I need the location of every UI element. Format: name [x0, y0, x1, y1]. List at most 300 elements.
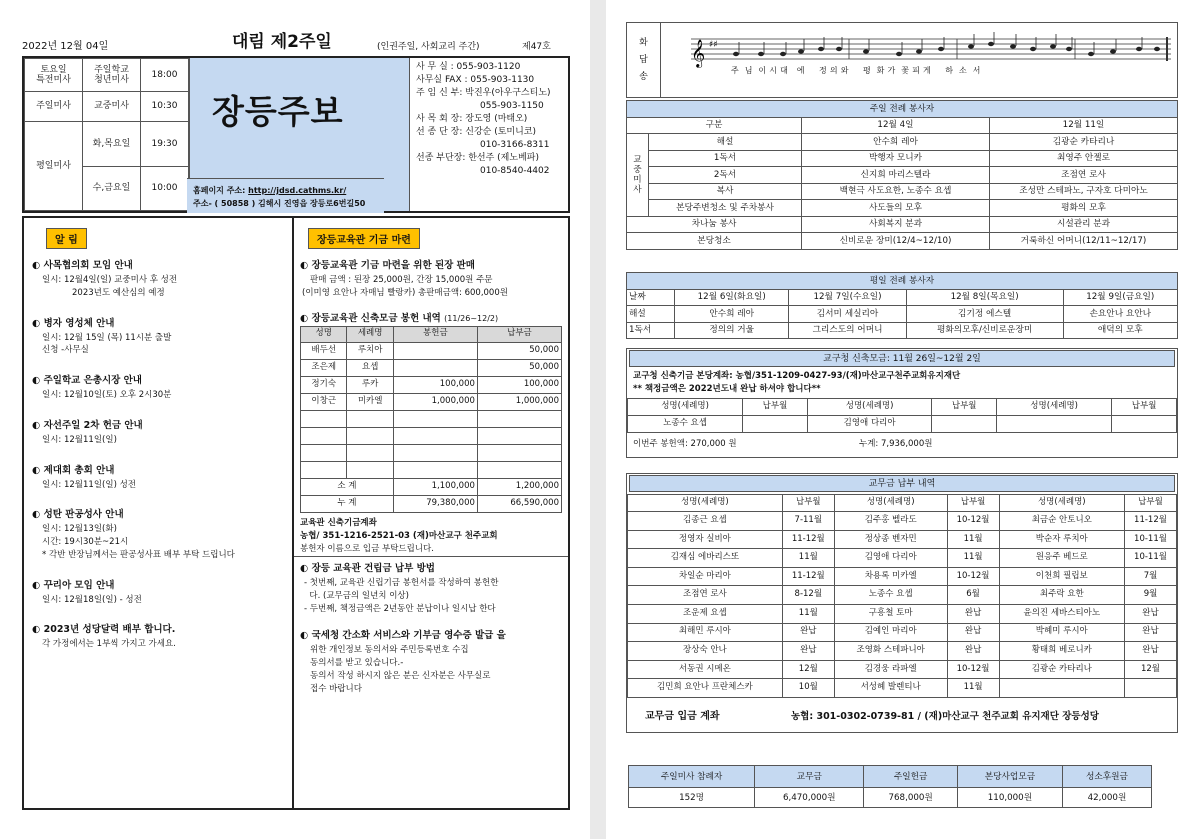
website-box	[187, 178, 384, 213]
donation-cell	[301, 427, 347, 444]
dues-cell: 10월	[782, 679, 834, 698]
donation-row	[301, 342, 562, 359]
dues-cell: 장상숙 안나	[628, 642, 783, 661]
dues-cell: 11월	[947, 549, 999, 568]
dues-cell: 원응주 베드로	[999, 549, 1124, 568]
total-offered: 79,380,000	[393, 495, 477, 512]
dues-cell: 9월	[1125, 586, 1177, 605]
dues-cell	[999, 679, 1124, 698]
donation-cell	[477, 427, 561, 444]
diocese-account: 교구청 신축기금 본당계좌: 농협/351-1209-0427-93/(재)마산교구천주교회유지재단	[633, 371, 961, 381]
subtotal-paid: 1,200,000	[477, 478, 561, 495]
weekday-header: 12월 8일(목요일)	[906, 289, 1063, 306]
dues-cell	[1125, 679, 1177, 698]
mass-cell: 10:00	[141, 167, 189, 211]
dues-cell: 11월	[947, 679, 999, 698]
mass-cell: 10:30	[141, 92, 189, 122]
diocese-header: 납부월	[743, 399, 808, 416]
donation-cell: 루카	[347, 376, 393, 393]
notice-title: ◐ 주일학교 은총시장 안내	[32, 375, 142, 386]
dues-cell: 김예인 마리아	[834, 623, 947, 642]
dues-cell: 차용록 미카엘	[834, 567, 947, 586]
mass-cell: 교중미사	[83, 92, 141, 122]
notice-item	[32, 417, 284, 447]
summary-value: 110,000원	[957, 788, 1062, 808]
bulletin-page-back	[606, 0, 1200, 839]
diocese-cumulative: 누계: 7,936,000원	[859, 439, 933, 450]
dues-row	[628, 623, 1177, 642]
dues-cell: 박순자 루치아	[999, 530, 1124, 549]
notice-line: * 각반 반장님께서는 판공성사표 배부 부탁 드립니다	[42, 549, 235, 560]
method-line: 다. (교무금의 일년치 이상)	[304, 590, 409, 601]
donation-row	[301, 461, 562, 478]
sunday-row	[627, 183, 1178, 200]
donation-cell	[393, 444, 477, 461]
bulletin-body	[22, 216, 570, 810]
notice-line: 시간: 19시30분~21시	[42, 537, 129, 547]
contact-line: 사 무 실 : 055-903-1120	[416, 62, 521, 72]
weekday-cell: 손요안나 요안나	[1063, 306, 1177, 323]
account-note: 봉헌자 이름으로 입금 부탁드립니다.	[294, 543, 568, 557]
sunday-cell: 신지희 마리스텔라	[802, 167, 990, 184]
weekday-cell: 1독서	[627, 322, 675, 339]
account-title: 교육관 신축기금계좌	[300, 517, 377, 528]
dues-cell: 11월	[782, 604, 834, 623]
total-paid: 66,590,000	[477, 495, 561, 512]
issue-number: 제47호	[522, 42, 551, 52]
dues-cell: 완납	[782, 642, 834, 661]
dues-cell: 조영화 스테파니아	[834, 642, 947, 661]
donation-cell	[347, 461, 393, 478]
contact-info	[409, 58, 568, 211]
dues-cell: 황태희 베로니카	[999, 642, 1124, 661]
notice-line: 신청 -사무실	[42, 345, 89, 356]
mass-schedule-table	[24, 58, 189, 211]
dues-cell: 7월	[1125, 567, 1177, 586]
donation-cell: 100,000	[477, 376, 561, 393]
dues-cell: 구흥철 토마	[834, 604, 947, 623]
notice-line: 일시: 12월4일(일) 교중미사 후 성전	[42, 275, 178, 285]
dues-cell: 박혜미 루시아	[999, 623, 1124, 642]
dues-cell: 이천희 필립보	[999, 567, 1124, 586]
dues-cell: 11월	[782, 549, 834, 568]
notice-line: 일시: 12월11일(일) 성전	[42, 479, 137, 490]
sunday-role: 차나눔 봉사	[627, 216, 802, 233]
summary-header: 주일미사 참례자	[629, 766, 755, 788]
donation-cell	[477, 461, 561, 478]
sunday-row	[627, 150, 1178, 167]
dues-cell: 10-12월	[947, 660, 999, 679]
subtotal-label: 소 계	[301, 478, 394, 495]
donation-cell: 1,000,000	[393, 393, 477, 410]
dues-cell: 11-12월	[1125, 512, 1177, 531]
dues-row	[628, 549, 1177, 568]
parish-address: 주소- ( 50858 ) 김해시 진영읍 장등로6번길50	[193, 198, 366, 208]
sunday-cell: 사도들의 모후	[802, 200, 990, 217]
svg-text:𝄞: 𝄞	[691, 39, 706, 67]
sunday-role: 2독서	[649, 167, 802, 184]
dues-header: 납부월	[782, 495, 834, 512]
dues-cell: 김종근 요셉	[628, 512, 783, 531]
sunday-cell: 시설관리 분과	[990, 216, 1178, 233]
sunday-cell: 백현극 사도요한, 노종수 요셉	[802, 183, 990, 200]
dues-cell: 11월	[947, 530, 999, 549]
sunday-cell: 사회복지 분과	[802, 216, 990, 233]
summary-value: 42,000원	[1062, 788, 1151, 808]
contact-line: 010-8540-4402	[480, 166, 550, 177]
dues-cell: 완납	[1125, 623, 1177, 642]
sunday-cell: 평화의 모후	[990, 200, 1178, 217]
diocese-cell	[743, 416, 808, 433]
weekday-row	[627, 322, 1178, 339]
tax-title: ◐ 국세청 간소화 서비스와 기부금 영수증 발급 을	[300, 630, 506, 642]
sunday-cell: 안수희 레아	[802, 134, 990, 151]
dues-account-label: 교무금 입금 계좌	[645, 711, 720, 723]
donation-cell	[393, 359, 477, 376]
bulletin-logo: 장등주보	[212, 92, 344, 131]
diocese-note: ** 책정금액은 2022년도내 완납 하셔야 합니다**	[633, 384, 821, 395]
notice-item	[32, 372, 284, 402]
dues-cell: 조점연 로사	[628, 586, 783, 605]
diocese-cell: 노종수 요셉	[628, 416, 743, 433]
account-number: 농협/ 351-1216-2521-03 (재)마산교구 천주교회	[300, 530, 498, 541]
notice-title: ◐ 꾸리아 모임 안내	[32, 579, 115, 591]
sunday-row	[627, 216, 1178, 233]
sunday-cell: 박행자 모니카	[802, 150, 990, 167]
dues-table	[627, 494, 1177, 698]
diocese-title: 교구청 신축모금: 11월 26일~12월 2일	[629, 350, 1175, 367]
dues-cell: 11-12월	[782, 530, 834, 549]
mass-cell: 토요일 특전미사	[25, 59, 83, 92]
dues-row	[628, 567, 1177, 586]
mass-cell: 수,금요일	[83, 167, 141, 211]
fund-tag: 장등교육관 기금 마련	[308, 228, 420, 249]
notice-item	[32, 506, 284, 561]
dues-title: 교무금 납부 내역	[629, 475, 1175, 492]
contact-line: 055-903-1150	[480, 101, 544, 112]
sunday-row	[627, 200, 1178, 217]
donation-cell: 100,000	[393, 376, 477, 393]
sunday-role: 해설	[649, 134, 802, 151]
donation-cell	[347, 410, 393, 427]
donation-row	[301, 376, 562, 393]
weekday-cell: 정의의 거울	[675, 322, 789, 339]
summary-value: 152명	[629, 788, 755, 808]
donation-row	[301, 427, 562, 444]
sunday-side-label: 교 중 미 사	[627, 134, 649, 217]
donation-cell: 이창근	[301, 393, 347, 410]
summary-header: 주일헌금	[864, 766, 958, 788]
donation-table	[300, 326, 562, 513]
dues-cell: 김주홍 벨라도	[834, 512, 947, 531]
donation-cell: 정기숙	[301, 376, 347, 393]
dues-header: 납부월	[1125, 495, 1177, 512]
contact-line: 010-3166-8311	[480, 140, 550, 151]
website-link[interactable]: http://jdsd.cathms.kr/	[248, 186, 347, 195]
donation-cell	[301, 410, 347, 427]
donation-cell: 1,000,000	[477, 393, 561, 410]
tax-line: 동의서 작성 하시지 않은 분은 신자분은 사무실로	[310, 670, 491, 681]
weekday-header: 12월 9일(금요일)	[1063, 289, 1177, 306]
diocese-header: 납부월	[1112, 399, 1177, 416]
diocese-header: 성명(세례명)	[807, 399, 931, 416]
staff-notes-graphic	[661, 27, 1177, 87]
sunday-service-title: 주일 전례 봉사자	[627, 101, 1178, 118]
dues-cell: 최금순 안토니오	[999, 512, 1124, 531]
dues-cell: 완납	[782, 623, 834, 642]
dues-cell: 10-12월	[947, 567, 999, 586]
weekday-cell: 그리스도의 어머니	[789, 322, 906, 339]
notice-line: 일시: 12월11일(일)	[42, 434, 117, 445]
weekday-cell: 해설	[627, 306, 675, 323]
dues-section	[626, 473, 1178, 733]
sunday-role: 본당청소	[627, 233, 802, 250]
notice-title: ◐ 사목협의회 모임 안내	[32, 260, 133, 271]
sunday-service-table	[626, 100, 1178, 250]
donation-cell	[477, 410, 561, 427]
notice-line: 일시: 12월18일(일) - 성전	[42, 594, 142, 605]
fund-column	[294, 218, 568, 808]
donation-cell: 배두선	[301, 342, 347, 359]
diocese-cell	[1112, 416, 1177, 433]
sunday-header: 구분	[627, 117, 802, 134]
mass-cell: 화,목요일	[83, 122, 141, 167]
dues-header: 성명(세례명)	[628, 495, 783, 512]
contact-line: 선종 부단장: 한선주 (제노베파)	[416, 153, 539, 164]
notice-item	[32, 257, 284, 300]
notice-line: 일시: 12월13일(화)	[42, 524, 117, 535]
donation-row	[301, 359, 562, 376]
weekday-service-title: 평일 전례 봉사자	[627, 273, 1178, 290]
donation-cell	[393, 342, 477, 359]
notice-line: 일시: 12월 15일 (목) 11시분 출발	[42, 332, 172, 343]
dues-cell: 김민희 요안나 프란체스카	[628, 679, 783, 698]
svg-text:♯♯: ♯♯	[709, 40, 718, 50]
sale-line: (이미영 요안나 자매님 빨랑카) 총판매금액: 600,000원	[302, 287, 508, 298]
sunday-row	[627, 167, 1178, 184]
dues-cell: 노종수 요셉	[834, 586, 947, 605]
method-line: - 첫번째, 교육관 신립기금 봉헌서를 작성하여 봉헌한	[304, 578, 499, 589]
dues-cell: 서동권 시메온	[628, 660, 783, 679]
sunday-row	[627, 134, 1178, 151]
dues-row	[628, 642, 1177, 661]
diocese-cell	[997, 416, 1112, 433]
dues-cell: 10-12월	[947, 512, 999, 531]
method-title: ◐ 장등 교육관 건립금 납부 방법	[300, 563, 435, 575]
diocese-cell: 김영애 다리아	[807, 416, 931, 433]
weekday-service-table	[626, 272, 1178, 339]
dues-row	[628, 660, 1177, 679]
dues-cell: 윤의진 세바스티아노	[999, 604, 1124, 623]
tax-line: 접수 바랍니다	[310, 683, 362, 694]
notice-item	[32, 577, 284, 607]
contact-line: 선 종 단 장: 신강순 (토미니코)	[416, 127, 536, 138]
mass-cell: 평일미사	[25, 122, 83, 211]
weekday-cell: 평화의모후/신비로운장미	[906, 322, 1063, 339]
music-staff	[661, 23, 1177, 97]
diocese-this-week: 이번주 봉헌액: 270,000 원	[633, 439, 737, 450]
responsorial-psalm	[626, 22, 1178, 98]
notice-line: 일시: 12월10일(토) 오후 2시30분	[42, 390, 172, 400]
total-label: 누 계	[301, 495, 394, 512]
sunday-role: 본당주변청소 및 주차봉사	[649, 200, 802, 217]
notice-line: 각 가정에서는 1부씩 가지고 가세요.	[42, 639, 176, 650]
dues-cell: 서성혜 발렌티나	[834, 679, 947, 698]
sunday-cell: 거룩하신 어머니(12/11~12/17)	[990, 233, 1178, 250]
notices-tag: 알 림	[46, 228, 87, 249]
donation-header: 봉헌금	[393, 326, 477, 342]
diocese-fund-section	[626, 348, 1178, 458]
summary-header: 본당사업모금	[957, 766, 1062, 788]
notice-title: ◐ 제대회 총회 안내	[32, 464, 115, 476]
diocese-header: 성명(세례명)	[997, 399, 1112, 416]
donation-row	[301, 410, 562, 427]
dues-header: 성명(세례명)	[834, 495, 947, 512]
sunday-cell: 김광순 카타리나	[990, 134, 1178, 151]
dues-cell: 김재심 에바리스또	[628, 549, 783, 568]
page-title: 대림 제2주일	[232, 32, 332, 52]
notices-column	[24, 218, 294, 808]
subtotal-offered: 1,100,000	[393, 478, 477, 495]
donation-cell	[393, 427, 477, 444]
tax-line: 위한 개인정보 동의서와 주민등록번호 수집	[310, 645, 469, 656]
dues-cell: 완납	[1125, 642, 1177, 661]
website-label: 홈페이지 주소:	[193, 186, 249, 195]
donation-cell	[301, 444, 347, 461]
donation-cell	[347, 444, 393, 461]
dues-cell: 최해민 루시아	[628, 623, 783, 642]
psalm-lyrics: 주 님 이 시 대 에 정 의 와 평 화 가 꽃 피 게 하 소 서	[731, 66, 981, 75]
weekday-row	[627, 306, 1178, 323]
dues-row	[628, 530, 1177, 549]
summary-table	[628, 765, 1152, 808]
donation-period: (11/26~12/2)	[444, 313, 499, 323]
donation-cell: 50,000	[477, 342, 561, 359]
sunday-role: 1독서	[649, 150, 802, 167]
diocese-header: 성명(세례명)	[628, 399, 743, 416]
mass-cell: 18:00	[141, 59, 189, 92]
donation-title: ◐ 장등교육관 신축모금 봉헌 내역	[300, 312, 441, 324]
dues-cell: 정상종 벤자민	[834, 530, 947, 549]
sunday-header: 12월 11일	[990, 117, 1178, 134]
dues-cell: 차일순 마리아	[628, 567, 783, 586]
sunday-cell: 신비로운 장미(12/4~12/10)	[802, 233, 990, 250]
sale-title: ◐ 장등교육관 기금 마련을 위한 된장 판매	[300, 260, 475, 271]
notice-line: 2023년도 예산심의 예정	[72, 287, 165, 298]
summary-value: 768,000원	[864, 788, 958, 808]
sunday-cell: 조점연 로사	[990, 167, 1178, 184]
dues-account: 농협: 301-0302-0739-81 / (재)마산교구 천주교회 유지재단 장등성당	[791, 710, 1099, 722]
sunday-row	[627, 233, 1178, 250]
weekday-header: 날짜	[627, 289, 675, 306]
weekday-header: 12월 7일(수요일)	[789, 289, 906, 306]
sunday-header: 12월 4일	[802, 117, 990, 134]
method-line: - 두번째, 책정금액은 2년동안 분납이나 일시납 한다	[304, 603, 496, 614]
dues-cell: 김광순 카타리나	[999, 660, 1124, 679]
bulletin-header	[22, 34, 570, 54]
mass-cell: 주일미사	[25, 92, 83, 122]
dues-cell: 완납	[947, 623, 999, 642]
dues-header: 납부월	[947, 495, 999, 512]
dues-cell: 7-11월	[782, 512, 834, 531]
notice-item	[32, 315, 284, 358]
donation-header: 납부금	[477, 326, 561, 342]
dues-cell: 10-11월	[1125, 530, 1177, 549]
donation-cell: 루치아	[347, 342, 393, 359]
weekday-cell: 애덕의 모후	[1063, 322, 1177, 339]
dues-cell: 완납	[947, 604, 999, 623]
contact-line: 사무실 FAX : 055-903-1130	[416, 75, 535, 86]
donation-cell	[347, 427, 393, 444]
summary-header: 성소후원금	[1062, 766, 1151, 788]
psalm-label: 화 답 송	[627, 23, 661, 97]
dues-row	[628, 679, 1177, 698]
diocese-header: 납부월	[932, 399, 997, 416]
dues-cell: 정영자 실비아	[628, 530, 783, 549]
notice-title: ◐ 자선주일 2차 헌금 안내	[32, 419, 143, 431]
donation-cell: 조은제	[301, 359, 347, 376]
weekday-header: 12월 6일(화요일)	[675, 289, 789, 306]
summary-header: 교무금	[755, 766, 864, 788]
dues-row	[628, 586, 1177, 605]
dues-cell: 12월	[782, 660, 834, 679]
donation-cell	[301, 461, 347, 478]
sunday-cell: 최영주 안젤로	[990, 150, 1178, 167]
notice-title: ◐ 성탄 판공성사 안내	[32, 509, 124, 521]
mass-cell: 주일학교 청년미사	[83, 59, 141, 92]
donation-cell: 요셉	[347, 359, 393, 376]
dues-cell: 11-12월	[782, 567, 834, 586]
bulletin-date: 2022년 12월 04일	[22, 41, 109, 52]
dues-cell: 완납	[947, 642, 999, 661]
page-subtitle: (인권주일, 사회교리 주간)	[377, 42, 480, 52]
notice-title: ◐ 병자 영성체 안내	[32, 317, 115, 329]
donation-row	[301, 393, 562, 410]
dues-cell: 김경웅 라파엘	[834, 660, 947, 679]
notice-item	[32, 462, 284, 492]
dues-cell: 조운제 요셉	[628, 604, 783, 623]
sunday-role: 복사	[649, 183, 802, 200]
dues-cell: 6월	[947, 586, 999, 605]
weekday-cell: 김서미 세실리아	[789, 306, 906, 323]
tax-line: 동의서를 받고 있습니다.-	[310, 658, 404, 669]
notice-item	[32, 621, 284, 651]
donation-cell	[393, 410, 477, 427]
notice-title: ◐ 2023년 성당달력 배부 합니다.	[32, 624, 176, 636]
diocese-cell	[932, 416, 997, 433]
donation-cell: 50,000	[477, 359, 561, 376]
dues-cell: 김영애 다리아	[834, 549, 947, 568]
donation-cell: 미카엘	[347, 393, 393, 410]
dues-row	[628, 604, 1177, 623]
sale-line: 판매 금액 : 된장 25,000원, 간장 15,000원 주문	[310, 275, 493, 285]
donation-cell	[477, 444, 561, 461]
mass-cell: 19:30	[141, 122, 189, 167]
weekday-cell: 김기정 에스텔	[906, 306, 1063, 323]
contact-line: 사 목 회 장: 장도영 (마태오)	[416, 114, 528, 125]
donation-row	[301, 444, 562, 461]
summary-value: 6,470,000원	[755, 788, 864, 808]
dues-cell: 완납	[1125, 604, 1177, 623]
dues-header: 성명(세례명)	[999, 495, 1124, 512]
weekday-cell: 안수희 레아	[675, 306, 789, 323]
dues-cell: 8-12월	[782, 586, 834, 605]
dues-cell: 12월	[1125, 660, 1177, 679]
diocese-table	[627, 398, 1177, 433]
dues-cell: 최주락 요한	[999, 586, 1124, 605]
donation-header: 세례명	[347, 326, 393, 342]
donation-cell	[393, 461, 477, 478]
